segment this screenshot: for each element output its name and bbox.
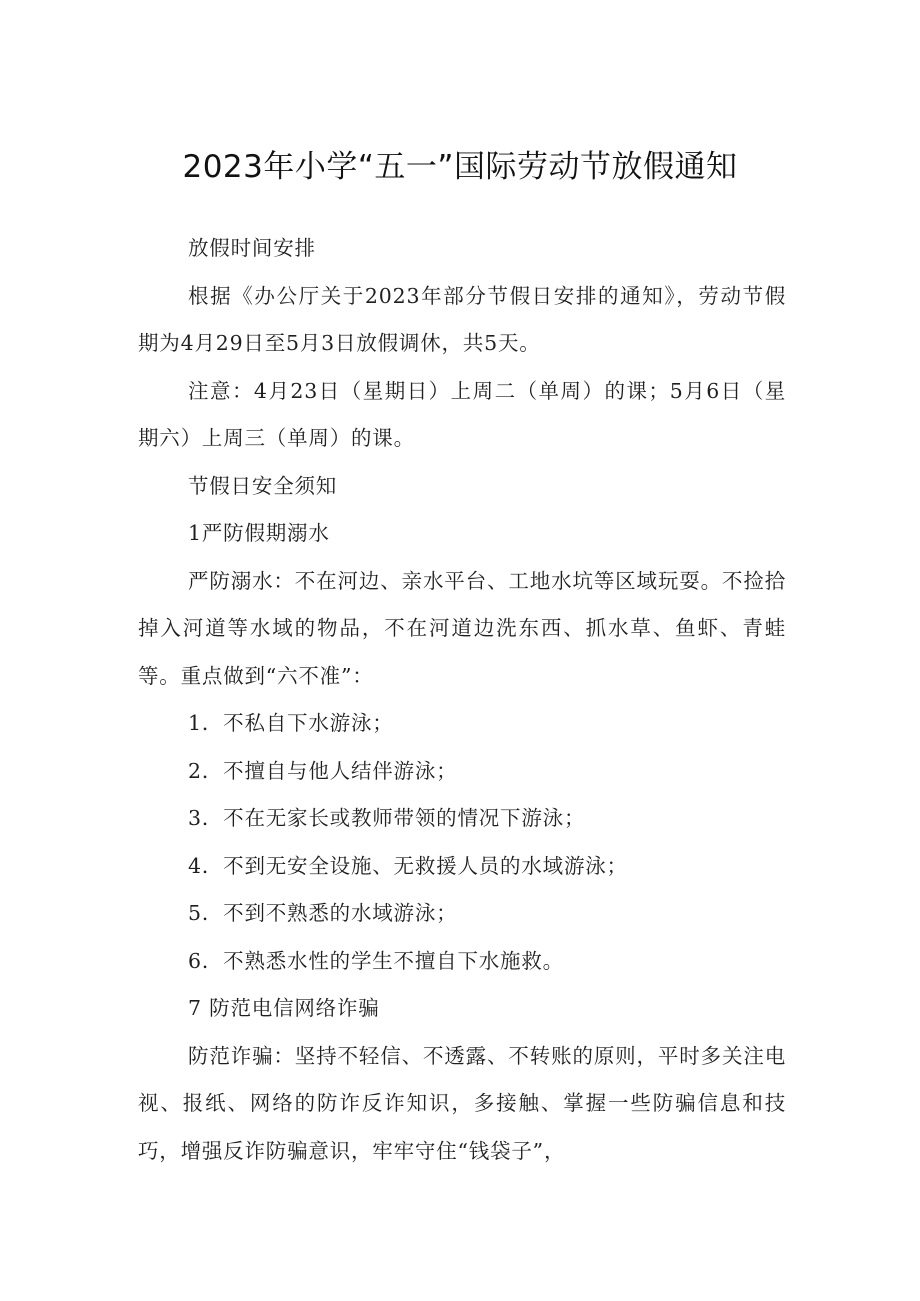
list-item-rule-3: 3．不在无家长或教师带领的情况下游泳； [188, 806, 586, 830]
document-title: 2023年小学“五一”国际劳动节放假通知 [182, 149, 738, 185]
paragraph-holiday-dates: 根据《办公厅关于2023年部分节假日安排的通知》，劳动节假期为4月29日至5月3日放假调休，共5天。 [138, 283, 786, 355]
subheading-drowning-prevention: 1严防假期溺水 [188, 521, 330, 545]
list-item-rule-1: 1．不私自下水游泳； [188, 711, 394, 735]
paragraph-drowning-prevention: 严防溺水：不在河边、亲水平台、工地水坑等区域玩耍。不捡拾掉入河道等水域的物品，不在河道边洗东西、抓水草、鱼虾、青蛙等。重点做到“六不准”： [138, 568, 786, 688]
document-body [138, 225, 786, 1175]
list-item-rule-4: 4．不到无安全设施、无救援人员的水域游泳； [188, 853, 628, 878]
list-item-rule-6: 6．不熟悉水性的学生不擅自下水施救。 [188, 948, 564, 973]
paragraph-fraud-prevention: 防范诈骗：坚持不轻信、不透露、不转账的原则，平时多关注电视、报纸、网络的防诈反诈知识，多接触、掌握一些防骗信息和技巧，增强反诈防骗意识，牢牢守住“钱袋子”， [138, 1043, 786, 1163]
paragraph-makeup-classes-note: 注意：4月23日（星期日）上周二（单周）的课；5月6日（星期六）上周三（单周）的课。 [138, 378, 786, 450]
section-heading-safety-notice: 节假日安全须知 [188, 473, 338, 498]
section-heading-holiday-schedule: 放假时间安排 [188, 236, 316, 260]
list-item-rule-5: 5．不到不熟悉的水域游泳； [188, 901, 458, 925]
subheading-fraud-prevention: 7 防范电信网络诈骗 [188, 996, 380, 1020]
list-item-rule-2: 2．不擅自与他人结伴游泳； [188, 758, 458, 783]
